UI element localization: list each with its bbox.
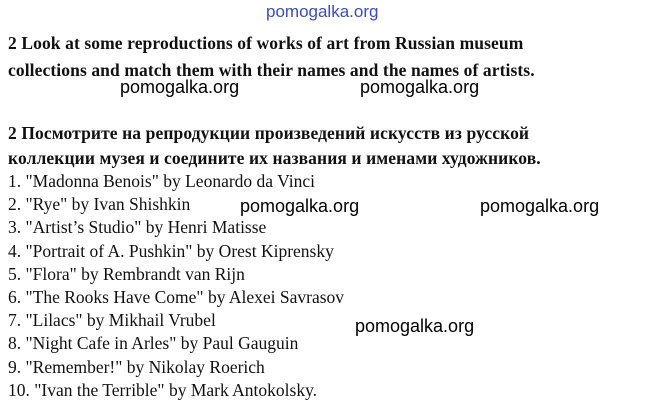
list-item: 10. "Ivan the Terrible" by Mark Antokolsky. bbox=[8, 379, 318, 400]
task-heading-ru-line2: коллекции музея и соедините их названия и именами художников. bbox=[8, 148, 541, 168]
watermark: pomogalka.org bbox=[240, 196, 360, 216]
list-item: 2. "Rye" by Ivan Shishkin bbox=[8, 194, 191, 215]
list-item: 6. "The Rooks Have Come" by Alexei Savrasov bbox=[8, 286, 345, 307]
watermark: pomogalka.org bbox=[355, 316, 475, 336]
list-item: 4. "Portrait of A. Pushkin" by Orest Kiprensky bbox=[8, 240, 334, 261]
list-item: 5. "Flora" by Rembrandt van Rijn bbox=[8, 263, 245, 284]
watermark: pomogalka.org bbox=[480, 196, 600, 216]
list-item: 3. "Artist’s Studio" by Henri Matisse bbox=[8, 217, 267, 238]
list-item: 8. "Night Cafe in Arles" by Paul Gauguin bbox=[8, 333, 299, 354]
watermark: pomogalka.org bbox=[360, 77, 480, 97]
list-item: 9. "Remember!" by Nikolay Roerich bbox=[8, 356, 265, 377]
watermark-top: pomogalka.org bbox=[266, 2, 379, 21]
watermark: pomogalka.org bbox=[120, 77, 240, 97]
list-item: 1. "Madonna Benois" by Leonardo da Vinci bbox=[8, 171, 315, 191]
task-heading-en-line1: 2 Look at some reproductions of works of art from Russian museum bbox=[8, 33, 524, 53]
list-item: 7. "Lilacs" by Mikhail Vrubel bbox=[8, 310, 216, 331]
task-heading-en-line2: collections and match them with their names and the names of artists. bbox=[8, 60, 535, 80]
task-heading-ru-line1: 2 Посмотрите на репродукции произведений искусств из русской bbox=[8, 123, 530, 143]
